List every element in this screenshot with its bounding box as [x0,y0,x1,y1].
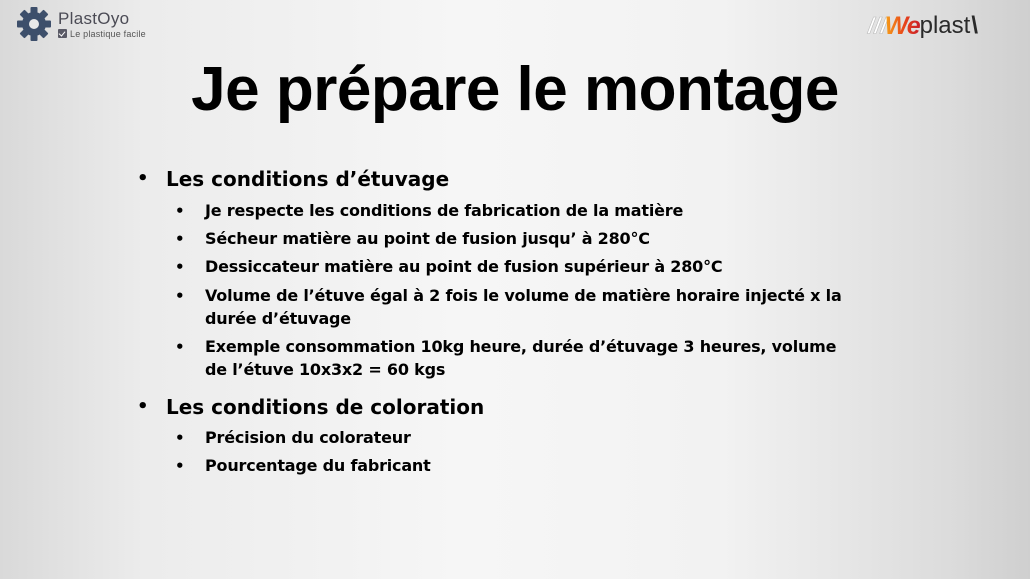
gear-icon [14,6,54,42]
list-item-continuation: durée d’étuvage [205,309,351,328]
bullet-icon: • [137,396,149,417]
list-item: Pourcentage du fabricant [205,456,431,475]
checkbox-icon [58,29,67,38]
logo-slashes-decoration: / / / [868,13,884,38]
weplast-logo [868,10,978,42]
list-item: Sécheur matière au point de fusion jusqu’ à 280°C [205,229,650,248]
bullet-icon: • [137,168,149,189]
list-item: Volume de l’étuve égal à 2 fois le volume de matière horaire injecté x la [205,286,842,305]
slide-title: Je prépare le montage [191,55,839,124]
bullet-icon: • [175,429,185,447]
list-item-continuation: de l’étuve 10x3x2 = 60 kgs [205,360,446,379]
list-item: Exemple consommation 10kg heure, durée d’étuvage 3 heures, volume [205,337,837,356]
list-item: Je respecte les conditions de fabrication de la matière [205,201,684,220]
bullet-icon: • [175,457,185,475]
plastoyo-logo [14,6,146,42]
plastoyo-brand-name: PlastOyo [58,8,130,28]
section-heading: Les conditions de coloration [166,395,485,419]
logo-slash-decoration: \ [971,12,978,39]
weplast-logo-suffix: plast [919,12,971,39]
plastoyo-tagline: Le plastique facile [70,28,146,39]
bullet-icon: • [175,338,185,356]
bullet-icon: • [175,230,185,248]
bullet-icon: • [175,258,185,276]
list-item: Précision du colorateur [205,428,411,447]
weplast-logo-prefix: We [884,11,920,40]
list-item: Dessiccateur matière au point de fusion supérieur à 280°C [205,257,723,276]
section-heading: Les conditions d’étuvage [166,167,450,191]
bullet-icon: • [175,287,185,305]
bullet-icon: • [175,202,185,220]
